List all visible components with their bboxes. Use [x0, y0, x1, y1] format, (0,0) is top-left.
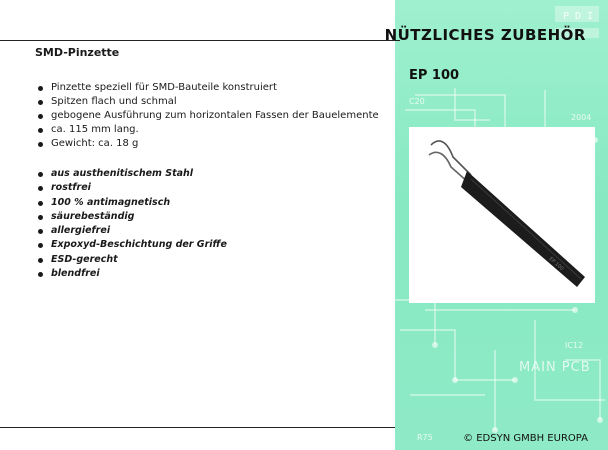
- list-item: ESD-gerecht: [38, 253, 227, 267]
- top-rule: [0, 40, 400, 41]
- svg-text:EP 100: EP 100: [547, 256, 565, 273]
- pcb-mark-r75: R75: [417, 433, 433, 442]
- tweezers-image: [409, 127, 595, 303]
- product-heading: SMD-Pinzette: [35, 46, 120, 59]
- list-item: säurebeständig: [38, 210, 227, 224]
- pcb-mark-ic12: IC12: [565, 341, 584, 350]
- pcb-mark-c20: C20: [409, 97, 425, 106]
- bullet-icon: [38, 100, 43, 105]
- pcb-mark-2004: 2004: [571, 113, 592, 122]
- bullet-icon: [38, 229, 43, 234]
- list-item: blendfrei: [38, 267, 227, 281]
- bullet-icon: [38, 172, 43, 177]
- bullet-icon: [38, 272, 43, 277]
- list-item: Spitzen flach und schmal: [38, 95, 379, 109]
- list-item: 100 % antimagnetisch: [38, 196, 227, 210]
- bullet-icon: [38, 86, 43, 91]
- product-photo: [409, 127, 595, 303]
- feature-list: [38, 81, 379, 151]
- bullet-icon: [38, 186, 43, 191]
- copyright-footer: © EDSYN GMBH EUROPA: [463, 433, 588, 444]
- bullet-icon: [38, 142, 43, 147]
- list-item: Pinzette speziell für SMD-Bauteile konstruiert: [38, 81, 379, 95]
- section-title: NÜTZLICHES ZUBEHÖR: [384, 26, 586, 44]
- bottom-rule: [0, 427, 395, 428]
- list-item: ca. 115 mm lang.: [38, 123, 379, 137]
- product-code: EP 100: [409, 68, 460, 83]
- pcb-mark-pdi: P D I: [563, 11, 594, 22]
- bullet-icon: [38, 201, 43, 206]
- list-item: gebogene Ausführung zum horizontalen Fassen der Bauelemente: [38, 109, 379, 123]
- pcb-main-label: MAIN PCB: [519, 360, 591, 375]
- attribute-list: [38, 167, 227, 281]
- bullet-icon: [38, 128, 43, 133]
- bullet-icon: [38, 215, 43, 220]
- list-item: aus austhenitischem Stahl: [38, 167, 227, 181]
- bullet-icon: [38, 258, 43, 263]
- bullet-icon: [38, 243, 43, 248]
- list-item: Gewicht: ca. 18 g: [38, 137, 379, 151]
- list-item: rostfrei: [38, 181, 227, 195]
- bullet-icon: [38, 114, 43, 119]
- list-item: Expoxyd-Beschichtung der Griffe: [38, 238, 227, 252]
- list-item: allergiefrei: [38, 224, 227, 238]
